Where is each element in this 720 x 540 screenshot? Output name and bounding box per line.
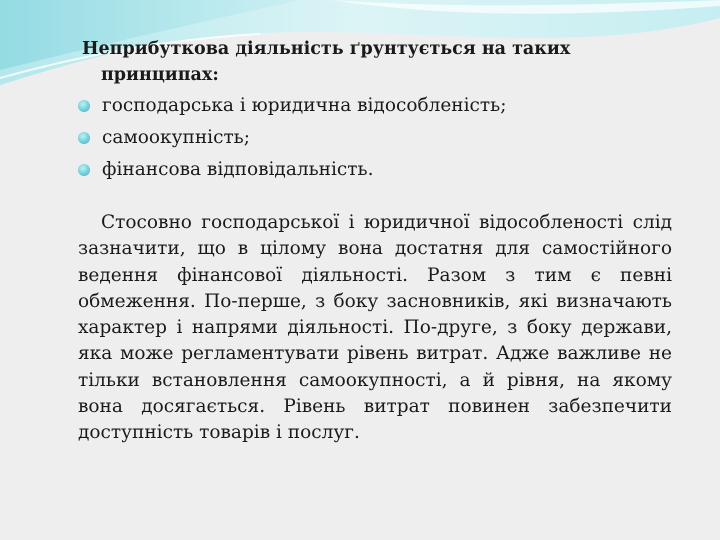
slide-content <box>78 36 672 447</box>
bullet-dot-icon <box>78 164 90 176</box>
slide-heading <box>78 36 672 88</box>
heading-line-2: принципах: <box>101 65 219 85</box>
list-item-text: господарська і юридична відособленість; <box>102 95 507 116</box>
bullet-dot-icon <box>78 132 90 144</box>
list-item-text: фінансова відповідальність. <box>102 159 374 180</box>
bullet-dot-icon <box>78 100 90 112</box>
list-item <box>78 154 672 186</box>
body-paragraph: Стосовно господарської і юридичної відособленості слід зазначити, що в цілому вона достатня для самостійного ведення фінансової діяльності. Разом з тим є певні обмеження. По-перше, з боку засновників, які визначають характер і напрями діяльності. По-друге, з боку держави, яка може регламентувати рівень витрат. Адже важливе не тільки встановлення самоокупності, а й рівня, на якому вона досягається. Рівень витрат повинен забезпечити доступність товарів і послуг. <box>78 212 672 444</box>
list-item-text: самоокупність; <box>102 127 250 148</box>
list-item <box>78 90 672 122</box>
principles-list <box>78 90 672 186</box>
list-item <box>78 122 672 154</box>
heading-line-1: Неприбуткова діяльність ґрунтується на таких <box>82 39 571 59</box>
